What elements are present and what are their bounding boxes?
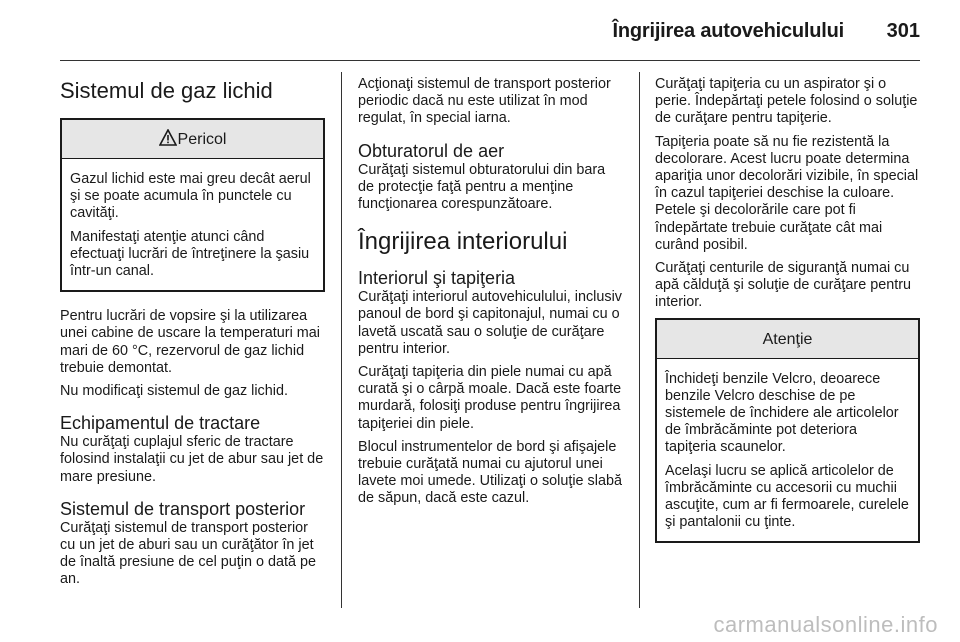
section-heading-lpg: Sistemul de gaz lichid <box>60 78 273 103</box>
caution-notice <box>655 318 920 544</box>
caution-paragraph-1: Închideţi benzile Velcro, deoarece benzile Velcro deschise de pe sistemele de închidere ale articolelor de îmbrăcăminte pot deteriora tapiţeria scaunelor. <box>665 370 899 456</box>
danger-notice-label: Pericol <box>177 131 227 148</box>
paragraph-paint: Pentru lucrări de vopsire şi la utilizarea unei cabine de uscare la temperaturi mai mari de 60 °C, rezervorul de gaz lichid trebuie demontat. <box>60 308 320 376</box>
section-heading-rear-carrier: Sistemul de transport posterior <box>60 498 306 519</box>
section-heading-towing: Echipamentul de tractare <box>60 413 261 434</box>
paragraph-leather: Curăţaţi tapiţeria din piele numai cu apă curată şi o cârpă moale. Dacă este foarte murdară, folosiţi produse pentru îngrijirea tapiţeriei din piele. <box>358 364 622 432</box>
column-3 <box>655 76 920 559</box>
caution-paragraph-2: Acelaşi lucru se aplică articolelor de îmbrăcăminte cu accesorii cu muchii ascuţite, cum ar fi fermoarele, curelele şi pantalonii cu ţinte. <box>665 462 909 531</box>
paragraph-interior-clean: Curăţaţi interiorul autovehiculului, inclusiv panoul de bord şi capitonajul, numai cu o lavetă uscată sau o soluţie de curăţare pentru interior. <box>358 289 622 357</box>
paragraph-air-shutter: Curăţaţi sistemul obturatorului din bara de protecţie faţă pentru a menţine funcţionarea corespunzătoare. <box>358 161 606 213</box>
section-heading-air-shutter: Obturatorul de aer <box>358 140 505 161</box>
page-number: 301 <box>886 20 920 42</box>
paragraph-instruments: Blocul instrumentelor de bord şi afişajele trebuie curăţată numai cu ajutorul unei lavete moi umede. Utilizaţi o soluţie slabă de săpun, dacă este cazul. <box>358 438 622 507</box>
paragraph-seatbelts: Curăţaţi centurile de siguranţă numai cu apă călduţă şi soluţie de curăţare pentru interior. <box>655 260 911 311</box>
column-2 <box>358 76 624 514</box>
page-header <box>60 10 920 60</box>
watermark: carmanualsonline.info <box>713 612 938 637</box>
section-heading-upholstery: Interiorul şi tapiţeria <box>358 268 516 289</box>
paragraph-discoloration: Tapiţeria poate să nu fie rezistentă la decolorare. Acest lucru poate determina apariţia unor decolorări vizibile, în special în cazul tapiţeriei deschise la culoare. Petele şi decolorările care pot fi îndepărtate trebuie curăţate cât mai curând posibil. <box>655 133 919 253</box>
caution-notice-header: Atenţie <box>657 320 918 359</box>
header-rule <box>60 60 920 61</box>
column-1 <box>60 72 325 595</box>
danger-paragraph-1: Gazul lichid este mai greu decât aerul şi se poate acumula în punctele cu cavităţi. <box>70 171 311 222</box>
warning-triangle-icon <box>159 129 177 146</box>
column-divider-1 <box>341 72 342 608</box>
paragraph-towing: Nu curăţaţi cuplajul sferic de tractare folosind instalaţii cu jet de abur sau jet de mare presiune. <box>60 434 324 485</box>
danger-notice-header <box>62 120 323 159</box>
caution-notice-body <box>657 359 918 542</box>
paragraph-no-modify: Nu modificaţi sistemul de gaz lichid. <box>60 383 288 400</box>
page-title: Îngrijirea autovehiculului <box>612 20 844 42</box>
danger-paragraph-2: Manifestaţi atenţie atunci când efectuaţi lucrări de întreţinere la şasiu într-un canal. <box>70 228 310 280</box>
paragraph-rear-carrier-cont: Acţionaţi sistemul de transport posterior periodic dacă nu este utilizat în mod regulat, în special iarna. <box>358 76 611 127</box>
section-heading-interior-care: Îngrijirea interiorului <box>358 228 568 256</box>
danger-notice <box>60 118 325 292</box>
paragraph-rear-carrier: Curăţaţi sistemul de transport posterior cu un jet de aburi sau un curăţător în jet de înaltă presiune de cel puţin o dată pe an. <box>60 519 317 588</box>
paragraph-vacuum: Curăţaţi tapiţeria cu un aspirator şi o perie. Îndepărtaţi petele folosind o soluţie de curăţare pentru tapiţerie. <box>655 76 918 127</box>
column-divider-2 <box>639 72 640 608</box>
danger-notice-body <box>62 159 323 290</box>
